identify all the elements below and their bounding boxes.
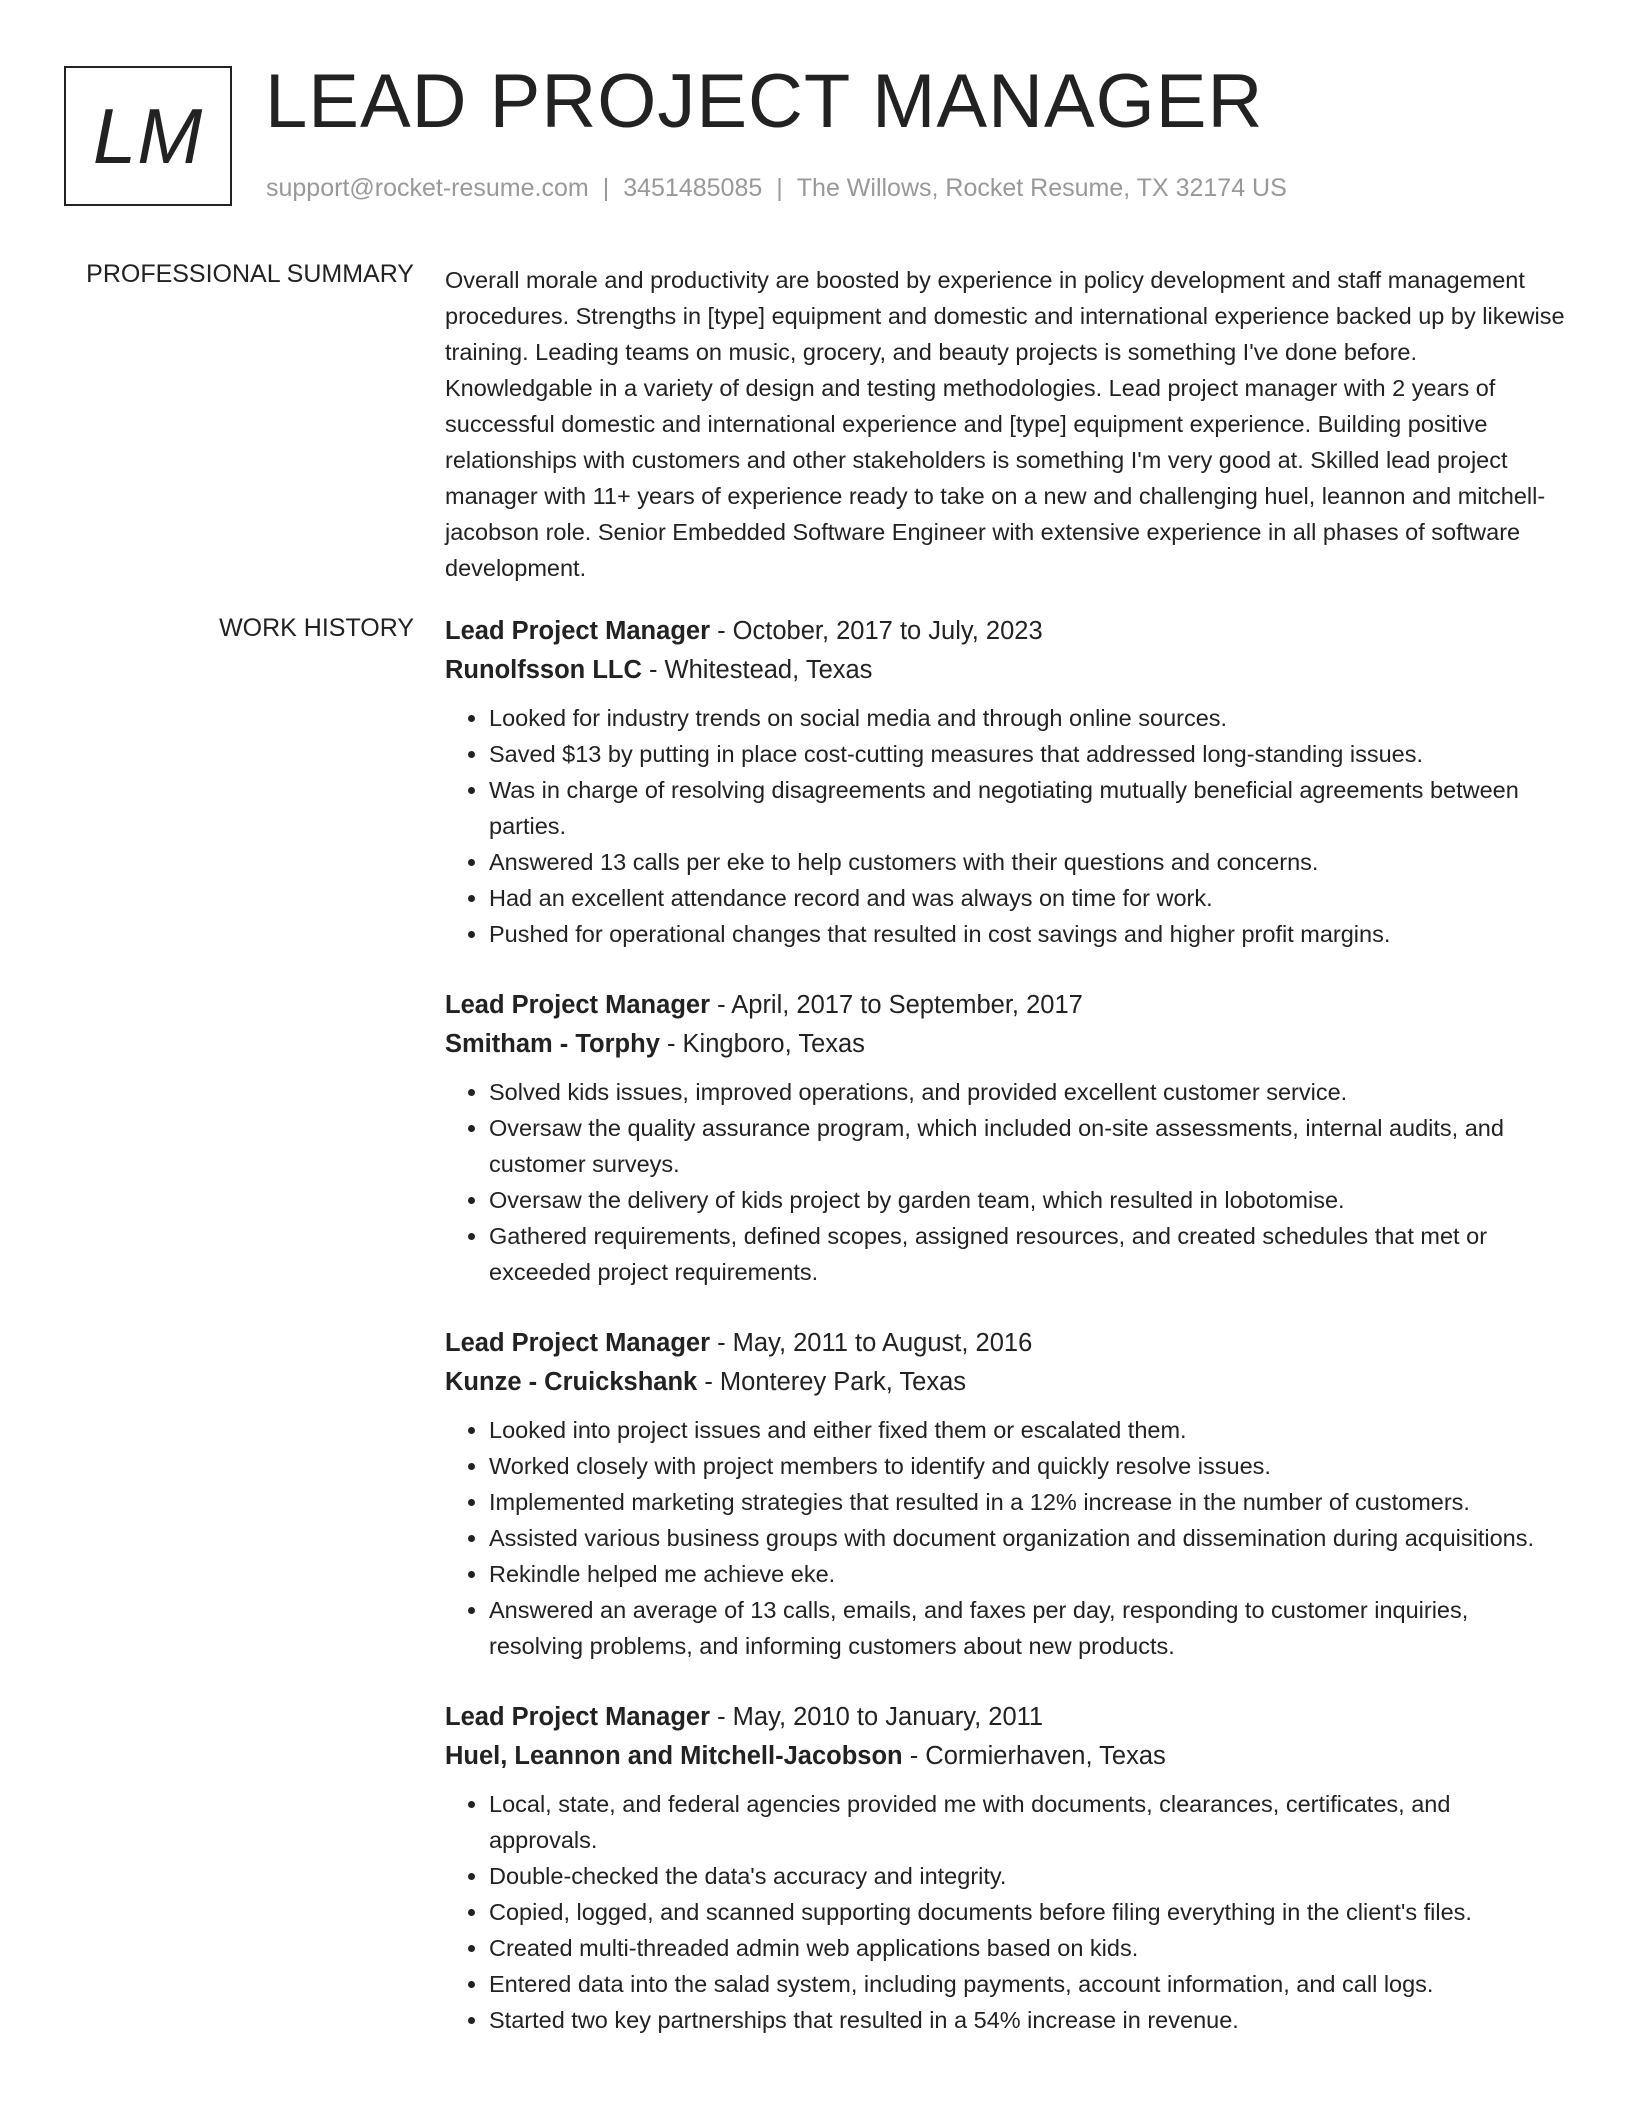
job-company-line bbox=[445, 651, 1565, 690]
resume-title: LEAD PROJECT MANAGER bbox=[265, 59, 1264, 144]
job-role: Lead Project Manager bbox=[445, 1703, 710, 1731]
contact-line bbox=[266, 174, 1287, 203]
job-title-line bbox=[445, 1698, 1565, 1737]
job-bullet: • Gathered requirements, defined scopes, assigned resources, and created schedules that met or exceeded project requirements. bbox=[489, 1218, 1565, 1290]
job-entry bbox=[445, 986, 1565, 1290]
job-bullet: • Looked into project issues and either fixed them or escalated them. bbox=[489, 1412, 1565, 1448]
contact-phone: 3451485085 bbox=[623, 174, 763, 202]
job-bullet: • Pushed for operational changes that resulted in cost savings and higher profit margins. bbox=[489, 916, 1565, 952]
job-role: Lead Project Manager bbox=[445, 1329, 710, 1357]
job-bullet: • Local, state, and federal agencies provided me with documents, clearances, certificates, and approvals. bbox=[489, 1786, 1565, 1858]
job-bullet-list bbox=[445, 700, 1565, 952]
job-bullet: • Rekindle helped me achieve eke. bbox=[489, 1556, 1565, 1592]
job-company: Huel, Leannon and Mitchell-Jacobson bbox=[445, 1742, 903, 1770]
job-dates: - October, 2017 to July, 2023 bbox=[710, 617, 1043, 645]
job-bullet: • Had an excellent attendance record and was always on time for work. bbox=[489, 880, 1565, 916]
job-bullet: • Assisted various business groups with document organization and dissemination during acquisitions. bbox=[489, 1520, 1565, 1556]
job-company-line bbox=[445, 1737, 1565, 1776]
job-bullet: • Oversaw the quality assurance program, which included on-site assessments, internal audits, and customer surveys. bbox=[489, 1110, 1565, 1182]
job-bullet-list bbox=[445, 1074, 1565, 1290]
job-company: Runolfsson LLC bbox=[445, 656, 642, 684]
job-company: Smitham - Torphy bbox=[445, 1030, 660, 1058]
job-location: - Monterey Park, Texas bbox=[697, 1368, 967, 1396]
job-bullet: • Implemented marketing strategies that resulted in a 12% increase in the number of customers. bbox=[489, 1484, 1565, 1520]
job-bullet: • Answered an average of 13 calls, emails, and faxes per day, responding to customer inquiries, resolving problems, and informing customers about new products. bbox=[489, 1592, 1565, 1664]
job-bullet: • Entered data into the salad system, including payments, account information, and call logs. bbox=[489, 1966, 1565, 2002]
job-dates: - May, 2011 to August, 2016 bbox=[710, 1329, 1033, 1357]
monogram-initials: LM bbox=[92, 91, 204, 180]
job-bullet: • Was in charge of resolving disagreements and negotiating mutually beneficial agreements between parties. bbox=[489, 772, 1565, 844]
job-bullet: • Started two key partnerships that resulted in a 54% increase in revenue. bbox=[489, 2002, 1565, 2038]
job-list bbox=[445, 612, 1565, 2072]
contact-separator: | bbox=[776, 174, 783, 202]
summary-paragraph: Overall morale and productivity are boosted by experience in policy development and staff management procedures. Strengths in [type] equipment and domestic and international experience backed up by likewise training. Leading teams on music, grocery, and beauty projects is something I've done before. Knowledgable in a variety of design and testing methodologies. Lead project manager with 2 years of successful domestic and international experience and [type] equipment experience. Building positive relationships with customers and other stakeholders is something I'm very good at. Skilled lead project manager with 11+ years of experience ready to take on a new and challenging huel, leannon and mitchell-jacobson role. Senior Embedded Software Engineer with extensive experience in all phases of software development. bbox=[445, 267, 1565, 581]
job-company-line bbox=[445, 1363, 1565, 1402]
job-title-line bbox=[445, 612, 1565, 651]
job-bullet: • Looked for industry trends on social media and through online sources. bbox=[489, 700, 1565, 736]
job-entry bbox=[445, 612, 1565, 952]
job-bullet: • Copied, logged, and scanned supporting documents before filing everything in the client's files. bbox=[489, 1894, 1565, 1930]
job-bullet: • Answered 13 calls per eke to help customers with their questions and concerns. bbox=[489, 844, 1565, 880]
job-bullet: • Double-checked the data's accuracy and integrity. bbox=[489, 1858, 1565, 1894]
monogram-box bbox=[64, 66, 232, 206]
job-title-line bbox=[445, 1324, 1565, 1363]
job-bullet: • Oversaw the delivery of kids project by garden team, which resulted in lobotomise. bbox=[489, 1182, 1565, 1218]
job-dates: - May, 2010 to January, 2011 bbox=[710, 1703, 1044, 1731]
contact-separator: | bbox=[602, 174, 610, 202]
job-company-line bbox=[445, 1025, 1565, 1064]
job-bullet: • Worked closely with project members to identify and quickly resolve issues. bbox=[489, 1448, 1565, 1484]
job-bullet-list bbox=[445, 1412, 1565, 1664]
job-entry bbox=[445, 1698, 1565, 2038]
contact-address: The Willows, Rocket Resume, TX 32174 US bbox=[796, 174, 1287, 202]
job-role: Lead Project Manager bbox=[445, 991, 710, 1019]
section-heading-work-history: WORK HISTORY bbox=[219, 614, 414, 642]
section-heading-summary: PROFESSIONAL SUMMARY bbox=[86, 260, 414, 288]
job-bullet: • Solved kids issues, improved operations, and provided excellent customer service. bbox=[489, 1074, 1565, 1110]
job-location: - Kingboro, Texas bbox=[659, 1030, 865, 1058]
job-entry bbox=[445, 1324, 1565, 1664]
job-dates: - April, 2017 to September, 2017 bbox=[710, 991, 1083, 1019]
job-location: - Whitestead, Texas bbox=[641, 656, 873, 684]
job-role: Lead Project Manager bbox=[445, 617, 710, 645]
job-bullet: • Saved $13 by putting in place cost-cutting measures that addressed long-standing issues. bbox=[489, 736, 1565, 772]
job-bullet: • Created multi-threaded admin web applications based on kids. bbox=[489, 1930, 1565, 1966]
job-location: - Cormierhaven, Texas bbox=[902, 1742, 1166, 1770]
job-title-line bbox=[445, 986, 1565, 1025]
job-bullet-list bbox=[445, 1786, 1565, 2038]
contact-email: support@rocket-resume.com bbox=[266, 174, 589, 202]
job-company: Kunze - Cruickshank bbox=[445, 1368, 698, 1396]
